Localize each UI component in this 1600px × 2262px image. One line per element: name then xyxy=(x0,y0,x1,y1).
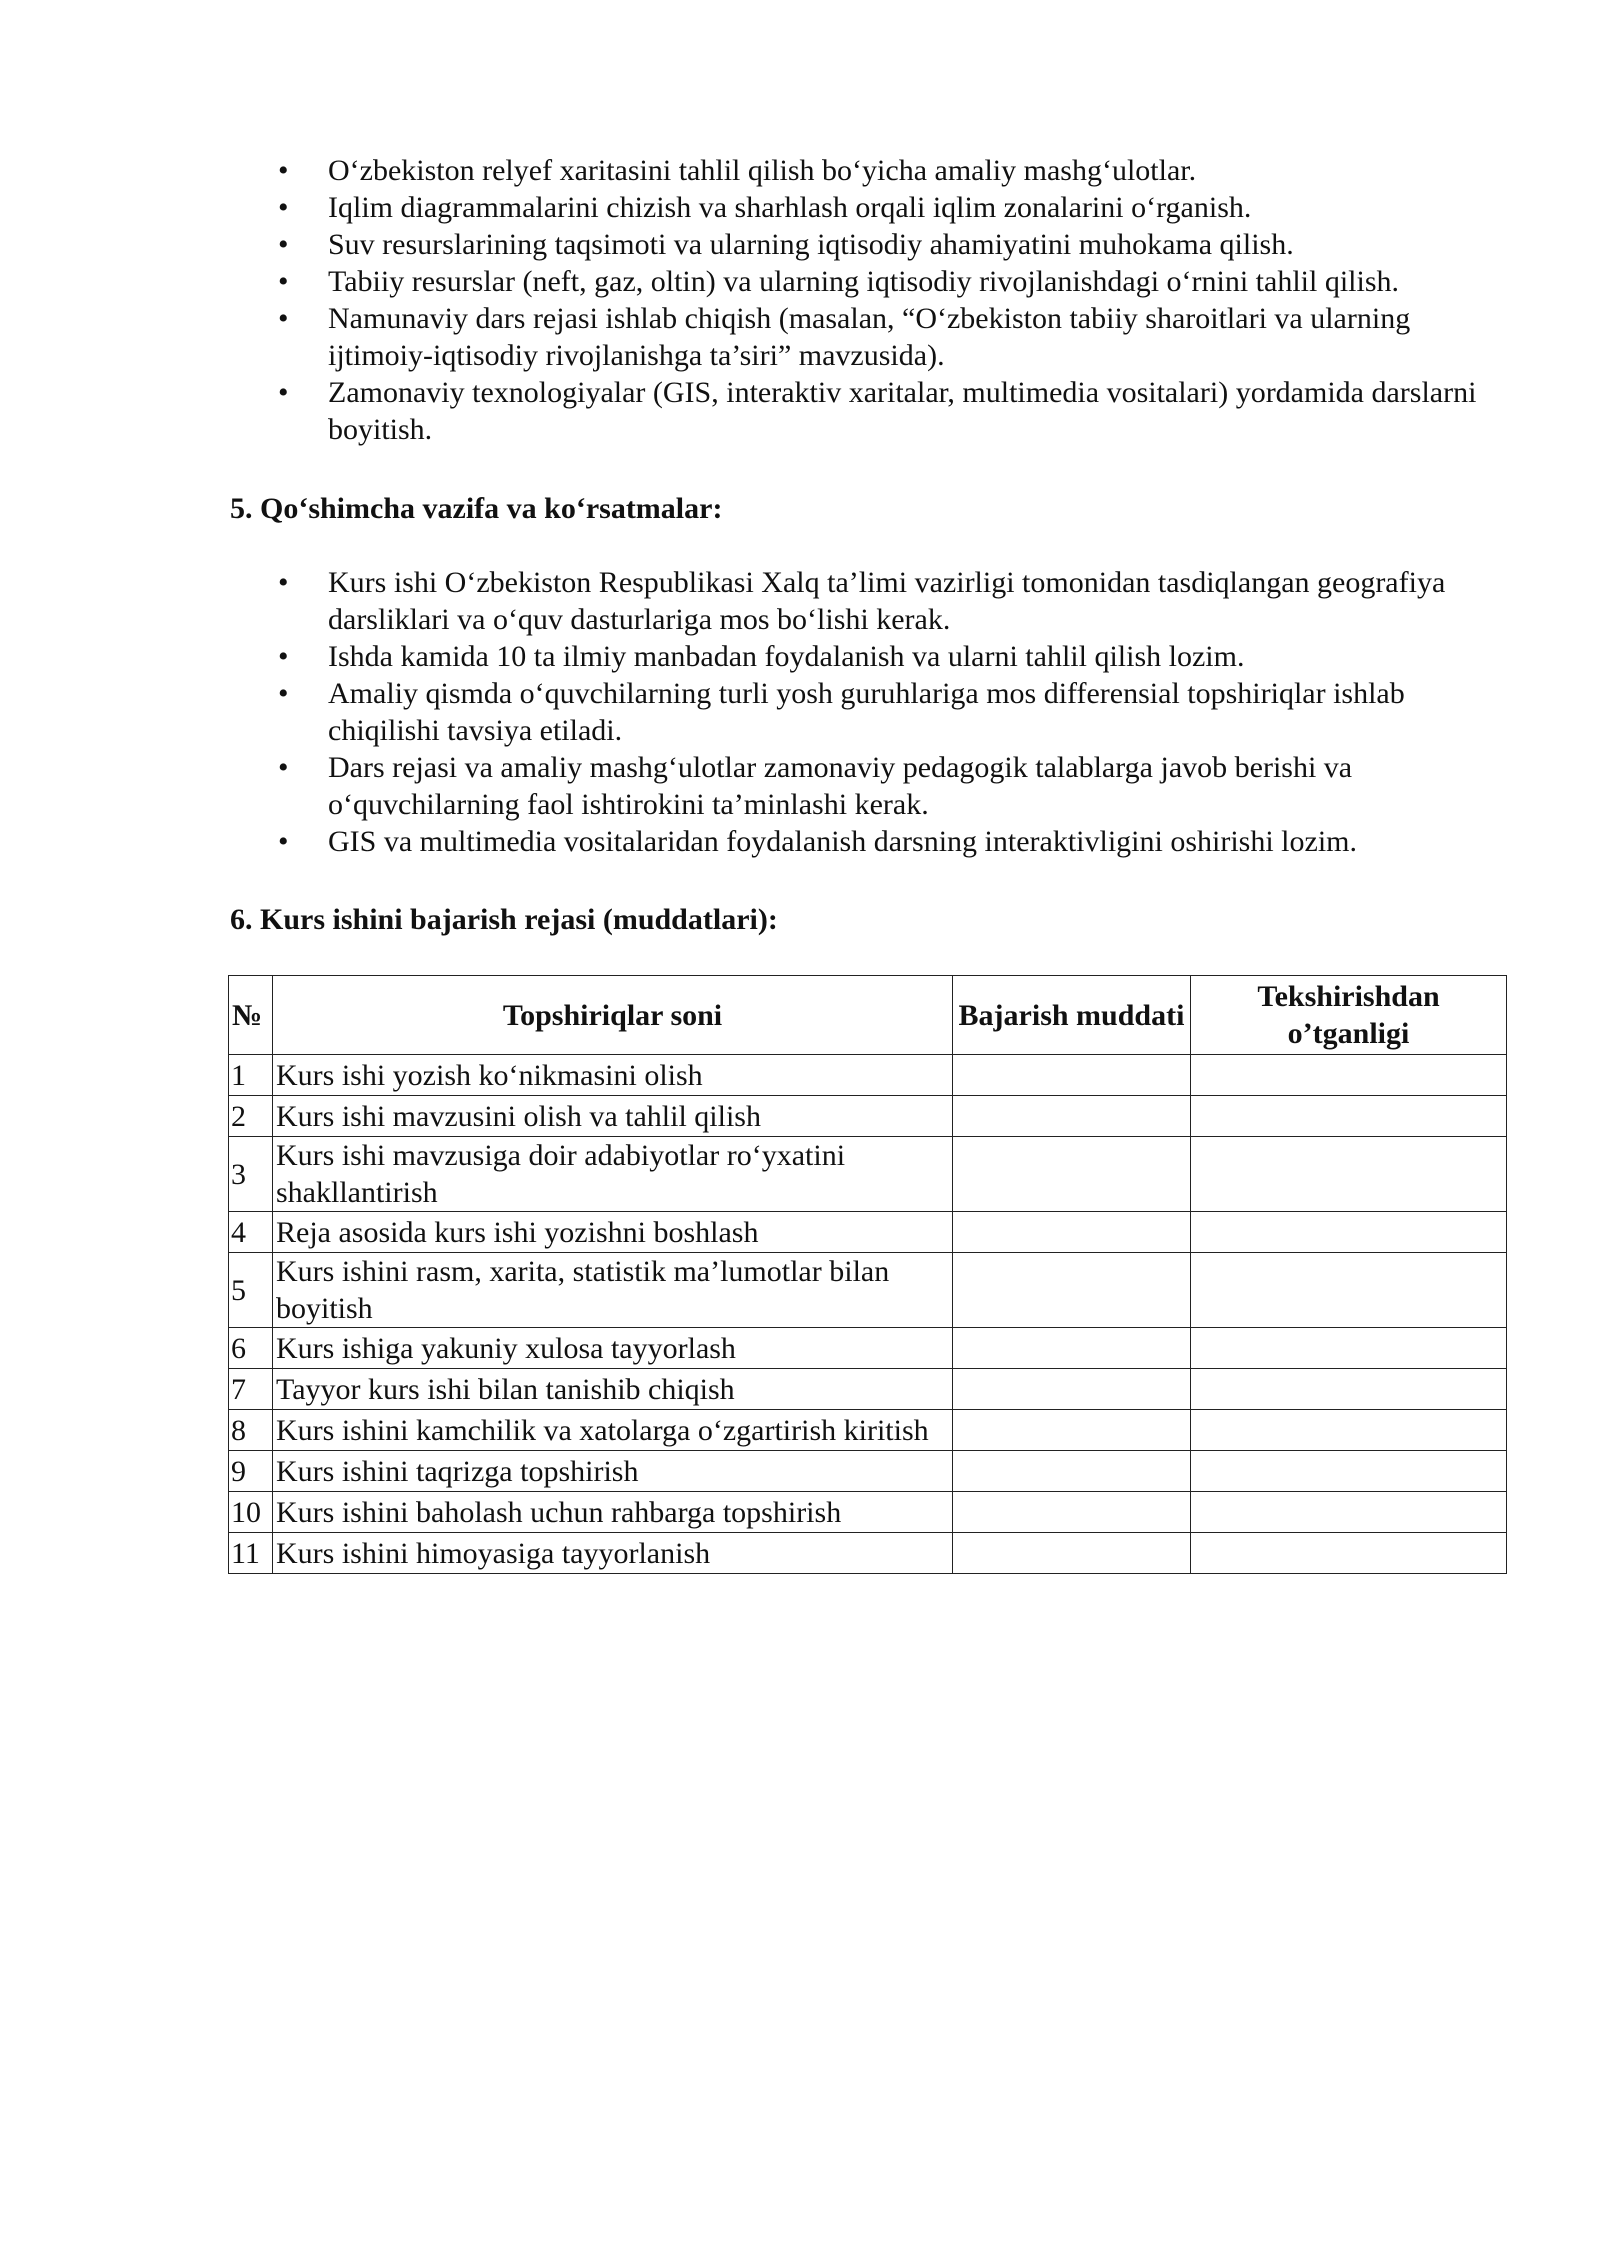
row-task: Tayyor kurs ishi bilan tanishib chiqish xyxy=(273,1369,953,1410)
row-task: Kurs ishini baholash uchun rahbarga topshirish xyxy=(273,1492,953,1533)
row-due-cell[interactable] xyxy=(953,1410,1191,1451)
table-row xyxy=(229,1137,1507,1212)
table-row xyxy=(229,1253,1507,1328)
row-due-cell[interactable] xyxy=(953,1533,1191,1574)
row-checked-cell[interactable] xyxy=(1191,1410,1507,1451)
row-task: Kurs ishini kamchilik va xatolarga o‘zgartirish kiritish xyxy=(273,1410,953,1451)
row-task: Kurs ishini rasm, xarita, statistik ma’lumotlar bilan boyitish xyxy=(273,1253,953,1328)
row-checked-cell[interactable] xyxy=(1191,1492,1507,1533)
table-row xyxy=(229,1055,1507,1096)
row-due-cell[interactable] xyxy=(953,1212,1191,1253)
section6-heading: 6. Kurs ishini bajarish rejasi (muddatlari): xyxy=(230,903,778,936)
row-task: Kurs ishiga yakuniy xulosa tayyorlash xyxy=(273,1328,953,1369)
table-row xyxy=(229,1533,1507,1574)
schedule-table xyxy=(228,975,1507,1574)
row-number: 3 xyxy=(229,1137,273,1212)
row-task: Kurs ishi mavzusiga doir adabiyotlar ro‘yxatini shakllantirish xyxy=(273,1137,953,1212)
table-row xyxy=(229,1369,1507,1410)
list-item: • Dars rejasi va amaliy mashg‘ulotlar zamonaviy pedagogik talablarga javob berishi va o‘quvchilarning faol ishtirokini ta’minlashi kerak. xyxy=(270,749,1510,823)
row-number: 11 xyxy=(229,1533,273,1574)
list-item: • Namunaviy dars rejasi ishlab chiqish (masalan, “O‘zbekiston tabiiy sharoitlari va ularning ijtimoiy-iqtisodiy rivojlanishga ta’siri” mavzusida). xyxy=(270,300,1510,374)
row-task: Kurs ishi yozish ko‘nikmasini olish xyxy=(273,1055,953,1096)
row-due-cell[interactable] xyxy=(953,1369,1191,1410)
row-checked-cell[interactable] xyxy=(1191,1212,1507,1253)
row-number: 8 xyxy=(229,1410,273,1451)
list-item: • Amaliy qismda o‘quvchilarning turli yosh guruhlariga mos differensial topshiriqlar ishlab chiqilishi tavsiya etiladi. xyxy=(270,675,1510,749)
row-due-cell[interactable] xyxy=(953,1137,1191,1212)
header-task: Topshiriqlar soni xyxy=(273,976,953,1055)
row-due-cell[interactable] xyxy=(953,1253,1191,1328)
row-checked-cell[interactable] xyxy=(1191,1055,1507,1096)
table-header-row xyxy=(229,976,1507,1055)
row-due-cell[interactable] xyxy=(953,1451,1191,1492)
row-checked-cell[interactable] xyxy=(1191,1451,1507,1492)
row-checked-cell[interactable] xyxy=(1191,1533,1507,1574)
row-number: 9 xyxy=(229,1451,273,1492)
section4-bullet-list xyxy=(270,152,1510,448)
list-item: • Tabiiy resurslar (neft, gaz, oltin) va ularning iqtisodiy rivojlanishdagi o‘rnini tahlil qilish. xyxy=(270,263,1510,300)
row-number: 7 xyxy=(229,1369,273,1410)
row-checked-cell[interactable] xyxy=(1191,1253,1507,1328)
header-due: Bajarish muddati xyxy=(953,976,1191,1055)
row-checked-cell[interactable] xyxy=(1191,1137,1507,1212)
list-item: • Kurs ishi O‘zbekiston Respublikasi Xalq ta’limi vazirligi tomonidan tasdiqlangan geografiya darsliklari va o‘quv dasturlariga mos bo‘lishi kerak. xyxy=(270,564,1510,638)
row-checked-cell[interactable] xyxy=(1191,1369,1507,1410)
section5-heading: 5. Qo‘shimcha vazifa va ko‘rsatmalar: xyxy=(230,492,723,525)
row-task: Reja asosida kurs ishi yozishni boshlash xyxy=(273,1212,953,1253)
table-row xyxy=(229,1328,1507,1369)
list-item: • Zamonaviy texnologiyalar (GIS, interaktiv xaritalar, multimedia vositalari) yordamida darslarni boyitish. xyxy=(270,374,1510,448)
section5-bullet-list xyxy=(270,564,1510,860)
list-item: • O‘zbekiston relyef xaritasini tahlil qilish bo‘yicha amaliy mashg‘ulotlar. xyxy=(270,152,1510,189)
row-due-cell[interactable] xyxy=(953,1055,1191,1096)
list-item: • GIS va multimedia vositalaridan foydalanish darsning interaktivligini oshirishi lozim. xyxy=(270,823,1510,860)
table-row xyxy=(229,1212,1507,1253)
list-item: • Ishda kamida 10 ta ilmiy manbadan foydalanish va ularni tahlil qilish lozim. xyxy=(270,638,1510,675)
row-due-cell[interactable] xyxy=(953,1492,1191,1533)
table-row xyxy=(229,1410,1507,1451)
row-checked-cell[interactable] xyxy=(1191,1096,1507,1137)
list-item: • Iqlim diagrammalarini chizish va sharhlash orqali iqlim zonalarini o‘rganish. xyxy=(270,189,1510,226)
table-row xyxy=(229,1096,1507,1137)
header-number: № xyxy=(229,976,273,1055)
row-number: 6 xyxy=(229,1328,273,1369)
row-task: Kurs ishini taqrizga topshirish xyxy=(273,1451,953,1492)
row-due-cell[interactable] xyxy=(953,1096,1191,1137)
row-number: 5 xyxy=(229,1253,273,1328)
row-number: 1 xyxy=(229,1055,273,1096)
table-row xyxy=(229,1451,1507,1492)
table-row xyxy=(229,1492,1507,1533)
row-number: 10 xyxy=(229,1492,273,1533)
row-task: Kurs ishini himoyasiga tayyorlanish xyxy=(273,1533,953,1574)
header-checked: Tekshirishdan o’tganligi xyxy=(1191,976,1507,1055)
row-checked-cell[interactable] xyxy=(1191,1328,1507,1369)
row-number: 2 xyxy=(229,1096,273,1137)
row-number: 4 xyxy=(229,1212,273,1253)
list-item: • Suv resurslarining taqsimoti va ularning iqtisodiy ahamiyatini muhokama qilish. xyxy=(270,226,1510,263)
row-due-cell[interactable] xyxy=(953,1328,1191,1369)
row-task: Kurs ishi mavzusini olish va tahlil qilish xyxy=(273,1096,953,1137)
